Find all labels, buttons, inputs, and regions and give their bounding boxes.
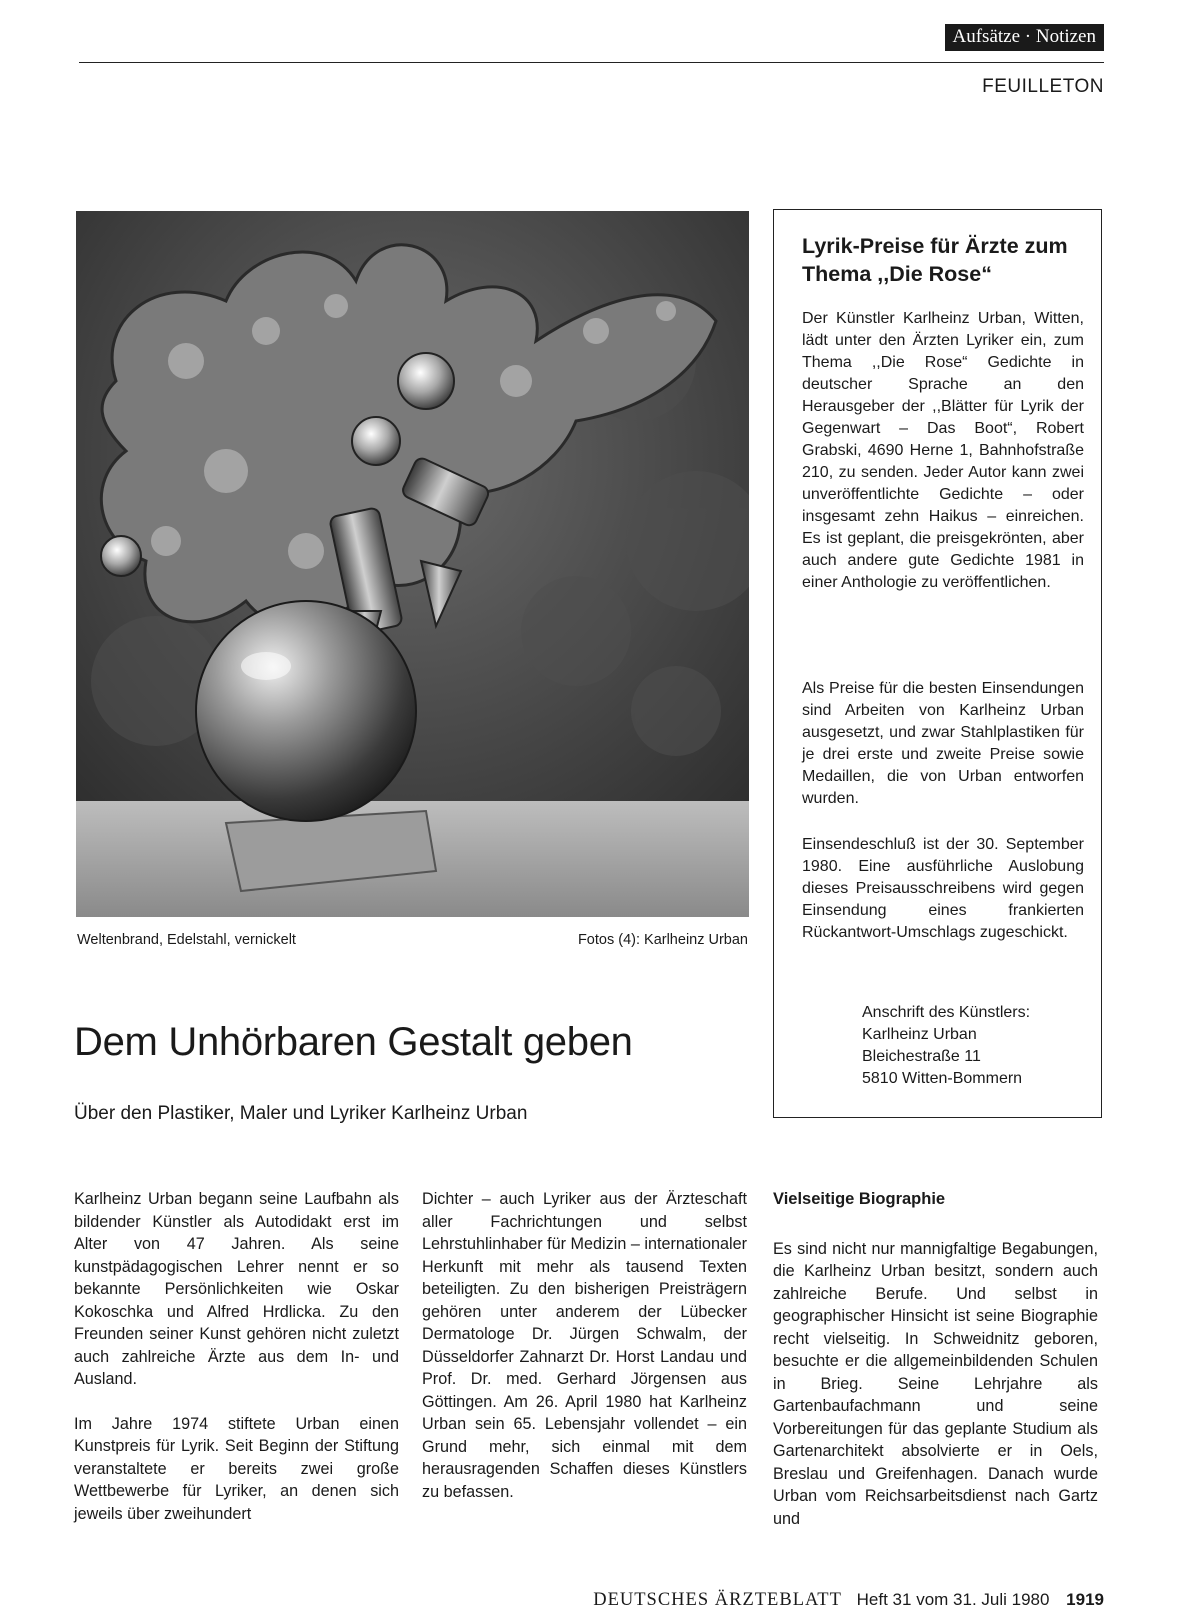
page-number: 1919: [1066, 1590, 1104, 1609]
article-column-2: [422, 1188, 747, 1525]
body-paragraph: Karlheinz Urban begann seine Laufbahn als bildender Künstler als Autodidakt erst im Alter von 47 Jahren. Als seine kunstpädagogischen Lehrer nennt er so bekannte Persönlichkeiten wie Oskar Kokoschka und Alfred Hrdlicka. Zu den Freunden seiner Kunst gehören nicht zuletzt auch zahlreiche Ärzte aus dem In- und Ausland.: [74, 1190, 399, 1388]
sidebar-title: Lyrik-Preise für Ärzte zum Thema ,,Die Rose“: [802, 234, 1068, 286]
sidebar-paragraph: Einsendeschluß ist der 30. September 1980. Eine ausführliche Auslobung dieses Preisausschreibens wird gegen Einsendung eines frankierten Rückantwort-Umschlags zugeschickt.: [802, 836, 1084, 941]
sidebar-paragraph: Als Preise für die besten Einsendungen sind Arbeiten von Karlheinz Urban ausgesetzt, und zwar Stahlplastiken für je drei erste und zweite Preise sowie Medaillen, die von Urban entworfen wurden.: [802, 680, 1084, 807]
sculpture-illustration: [76, 211, 749, 917]
sidebar-box: [773, 209, 1102, 1118]
page-footer: [593, 1590, 1104, 1611]
article-subtitle: Über den Plastiker, Maler und Lyriker Karlheinz Urban: [74, 1103, 528, 1124]
header-rule: [79, 62, 1104, 63]
sidebar-paragraph: Der Künstler Karlheinz Urban, Witten, lädt unter den Ärzten Lyriker ein, zum Thema ,,Die Rose“ Gedichte in deutscher Sprache an den Herausgeber der ,,Blätter für Lyrik der Gegenwart – Das Boot“, Robert Grabski, 4690 Herne 1, Bahnhofstraße 210, zu senden. Jeder Autor kann zwei unveröffentlichte Gedichte – oder insgesamt zehn Haikus – einreichen. Es ist geplant, die preisgekrönten, aber auch andere gute Gedichte 1981 in einer Anthologie zu veröffentlichen.: [802, 310, 1084, 591]
article-column-3: [773, 1188, 1098, 1552]
artist-address: [862, 1002, 1030, 1090]
address-line: Karlheinz Urban: [862, 1026, 977, 1043]
article-column-1: [74, 1188, 399, 1547]
article-title: Dem Unhörbaren Gestalt geben: [74, 1020, 633, 1064]
address-line: Bleichestraße 11: [862, 1048, 981, 1065]
section-label: FEUILLETON: [982, 76, 1104, 97]
body-paragraph: Dichter – auch Lyriker aus der Ärzteschaft aller Fachrichtungen und selbst Lehrstuhlinhaber für Medizin – internationaler Herkunft mit mehr als tausend Texten beteiligten. Zu den bisherigen Preisträgern gehören unter anderem der Lübecker Dermatologe Dr. Jürgen Schwalm, der Düsseldorfer Zahnarzt Dr. Horst Landau und Prof. Dr. med. Gerhard Jörgensen aus Göttingen. Am 26. April 1980 hat Karlheinz Urban sein 65. Lebensjahr vollendet – ein Grund mehr, sich einmal mit dem herausragenden Schaffen dieses Künstlers zu befassen.: [422, 1190, 747, 1501]
address-line: Anschrift des Künstlers:: [862, 1004, 1031, 1021]
address-line: 5810 Witten-Bommern: [862, 1070, 1023, 1087]
section-tab: Aufsätze · Notizen: [945, 24, 1105, 51]
body-paragraph: Es sind nicht nur mannigfaltige Begabungen, die Karlheinz Urban besitzt, sondern auch zahlreiche Berufe. Und selbst in geographischer Hinsicht ist seine Biographie recht vielseitig. In Schweidnitz geboren, besuchte er die allgemeinbildenden Schulen in Brieg. Seine Lehrjahre als Gartenbaufachmann und seine Vorbereitungen für das geplante Studium als Gartenarchitekt absolvierte er in Oels, Breslau und Greifenhagen. Danach wurde Urban vom Reichsarbeitsdienst nach Gartz und: [773, 1239, 1098, 1528]
journal-name: DEUTSCHES ÄRZTEBLATT: [593, 1590, 842, 1610]
body-paragraph: Im Jahre 1974 stiftete Urban einen Kunstpreis für Lyrik. Seit Beginn der Stiftung veranstaltete er bereits zwei große Wettbewerbe für Lyriker, an denen sich jeweils über zweihundert: [74, 1414, 399, 1523]
issue-info: Heft 31 vom 31. Juli 1980: [856, 1590, 1050, 1609]
section-heading: Vielseitige Biographie: [773, 1190, 946, 1208]
sculpture-photo: [76, 211, 749, 917]
photo-caption: Weltenbrand, Edelstahl, vernickelt: [77, 932, 296, 948]
photo-credit: Fotos (4): Karlheinz Urban: [577, 932, 748, 948]
